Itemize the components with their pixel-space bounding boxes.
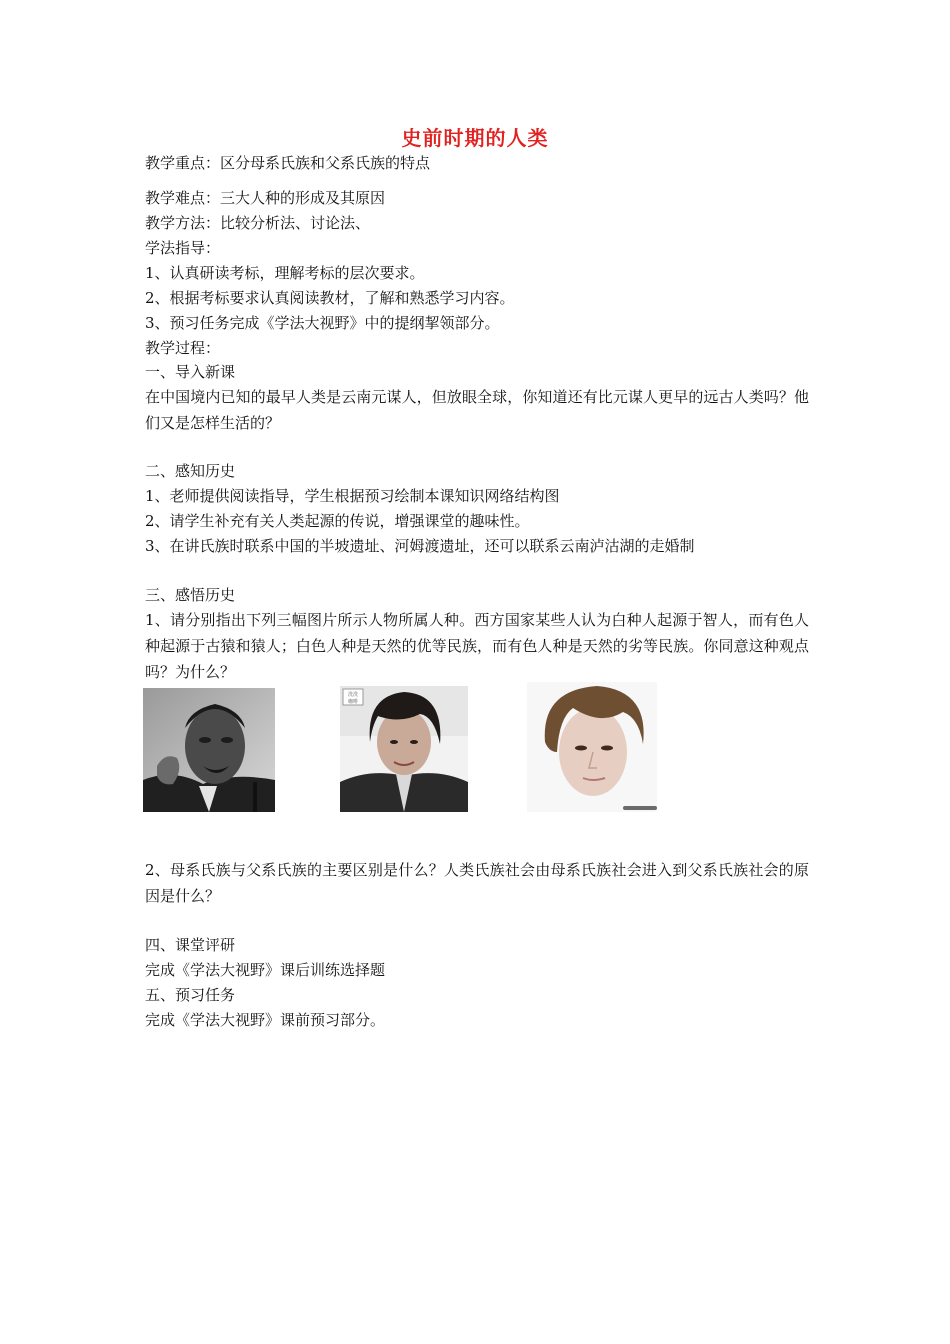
guide-heading: 学法指导： bbox=[145, 239, 221, 257]
section-4-heading: 四、课堂评研 bbox=[145, 936, 236, 954]
section-5-heading: 五、预习任务 bbox=[145, 986, 236, 1004]
guide-item: 3、预习任务完成《学法大视野》中的提纲挈领部分。 bbox=[145, 314, 500, 332]
key-point: 教学重点：区分母系氏族和父系氏族的特点 bbox=[145, 154, 431, 172]
photo-portrait-3 bbox=[527, 682, 657, 812]
guide-item: 2、根据考标要求认真阅读教材，了解和熟悉学习内容。 bbox=[145, 289, 515, 307]
section-1-text: 在中国境内已知的最早人类是云南元谋人，但放眼全球，你知道还有比元谋人更早的远古人类吗？他们又是怎样生活的？ bbox=[145, 388, 809, 432]
section-2-item: 1、老师提供阅读指导，学生根据预习绘制本课知识网络结构图 bbox=[145, 487, 560, 505]
section-2-item: 2、请学生补充有关人类起源的传说，增强课堂的趣味性。 bbox=[145, 512, 530, 530]
svg-text:咖啡: 咖啡 bbox=[347, 699, 359, 705]
photo-portrait-1 bbox=[143, 688, 275, 812]
section-4-text: 完成《学法大视野》课后训练选择题 bbox=[145, 961, 386, 979]
guide-item: 1、认真研读考标，理解考标的层次要求。 bbox=[145, 264, 425, 282]
section-3-question-2: 2、母系氏族与父系氏族的主要区别是什么？人类氏族社会由母系氏族社会进入到父系氏族社会的原因是什么？ bbox=[145, 861, 809, 905]
page-title: 史前时期的人类 bbox=[401, 126, 549, 150]
process-heading: 教学过程： bbox=[145, 339, 221, 357]
section-2-item: 3、在讲氏族时联系中国的半坡遗址、河姆渡遗址，还可以联系云南泸沽湖的走婚制 bbox=[145, 537, 695, 555]
section-3-heading: 三、感悟历史 bbox=[145, 586, 236, 604]
difficult-point: 教学难点：三大人种的形成及其原因 bbox=[145, 189, 386, 207]
photo-stamp: 洗洗 bbox=[347, 692, 359, 698]
section-5-text: 完成《学法大视野》课前预习部分。 bbox=[145, 1011, 386, 1029]
section-2-heading: 二、感知历史 bbox=[145, 462, 236, 480]
section-3-question-1: 1、请分别指出下列三幅图片所示人物所属人种。西方国家某些人认为白种人起源于智人，而有色人种起源于古猿和猿人；白色人种是天然的优等民族，而有色人种是天然的劣等民族。你同意这种观点吗？为什么？ bbox=[145, 611, 809, 681]
teaching-method: 教学方法：比较分析法、讨论法、 bbox=[145, 214, 371, 232]
section-1-heading: 一、导入新课 bbox=[145, 363, 236, 381]
photo-portrait-2 bbox=[340, 686, 468, 812]
